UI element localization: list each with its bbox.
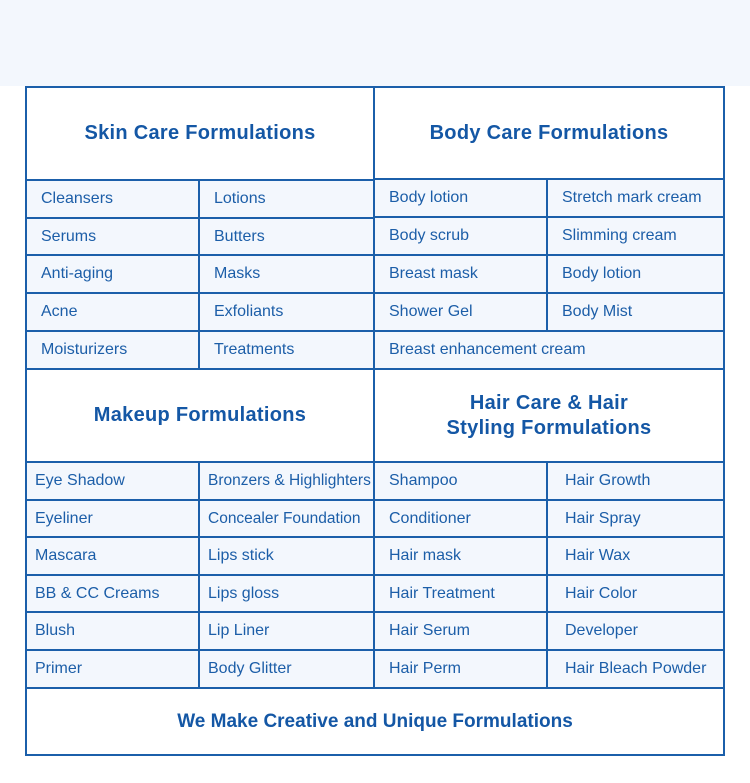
formulations-table [25, 86, 725, 756]
hair-care-item: Hair mask [375, 538, 548, 576]
hair-care-heading-line2: Styling Formulations [446, 416, 652, 439]
makeup-item: Primer [27, 651, 200, 689]
skin-care-heading: Skin Care Formulations [27, 88, 375, 181]
hair-care-item: Hair Color [548, 576, 723, 613]
skin-care-item: Treatments [200, 332, 375, 370]
makeup-item: Bronzers & Highlighters [200, 463, 375, 501]
body-care-item: Slimming cream [548, 218, 723, 256]
makeup-item: Mascara [27, 538, 200, 576]
body-care-item-wide: Breast enhancement cream [375, 332, 723, 370]
body-care-heading: Body Care Formulations [375, 88, 723, 180]
hair-care-item: Hair Bleach Powder [548, 651, 723, 689]
body-care-item: Body lotion [375, 180, 548, 218]
hair-care-item: Shampoo [375, 463, 548, 501]
hair-care-item: Hair Treatment [375, 576, 548, 613]
body-care-item: Breast mask [375, 256, 548, 294]
skin-care-item: Lotions [200, 181, 375, 219]
top-band [0, 0, 750, 86]
hair-care-heading-line1: Hair Care & Hair [469, 391, 629, 414]
footer-tagline: We Make Creative and Unique Formulations [27, 689, 723, 754]
skin-care-item: Masks [200, 256, 375, 294]
makeup-item: Lips gloss [200, 576, 375, 613]
makeup-heading: Makeup Formulations [27, 370, 375, 463]
body-care-item: Body scrub [375, 218, 548, 256]
hair-care-item: Conditioner [375, 501, 548, 538]
skin-care-item: Acne [27, 294, 200, 332]
skin-care-item: Cleansers [27, 181, 200, 219]
skin-care-item: Exfoliants [200, 294, 375, 332]
makeup-item: Eye Shadow [27, 463, 200, 501]
hair-care-item: Hair Serum [375, 613, 548, 651]
makeup-item: Blush [27, 613, 200, 651]
makeup-item: Lips stick [200, 538, 375, 576]
hair-care-heading [375, 370, 723, 463]
body-care-item: Body lotion [548, 256, 723, 294]
hair-care-item: Developer [548, 613, 723, 651]
body-care-item: Body Mist [548, 294, 723, 332]
hair-care-item: Hair Spray [548, 501, 723, 538]
makeup-item: Lip Liner [200, 613, 375, 651]
makeup-item: Eyeliner [27, 501, 200, 538]
skin-care-item: Butters [200, 219, 375, 256]
makeup-item: Body Glitter [200, 651, 375, 689]
body-care-item: Stretch mark cream [548, 180, 723, 218]
hair-care-item: Hair Wax [548, 538, 723, 576]
hair-care-item: Hair Growth [548, 463, 723, 501]
makeup-item: BB & CC Creams [27, 576, 200, 613]
skin-care-item: Anti-aging [27, 256, 200, 294]
body-care-item: Shower Gel [375, 294, 548, 332]
makeup-item: Concealer Foundation [200, 501, 375, 538]
skin-care-item: Moisturizers [27, 332, 200, 370]
hair-care-item: Hair Perm [375, 651, 548, 689]
skin-care-item: Serums [27, 219, 200, 256]
